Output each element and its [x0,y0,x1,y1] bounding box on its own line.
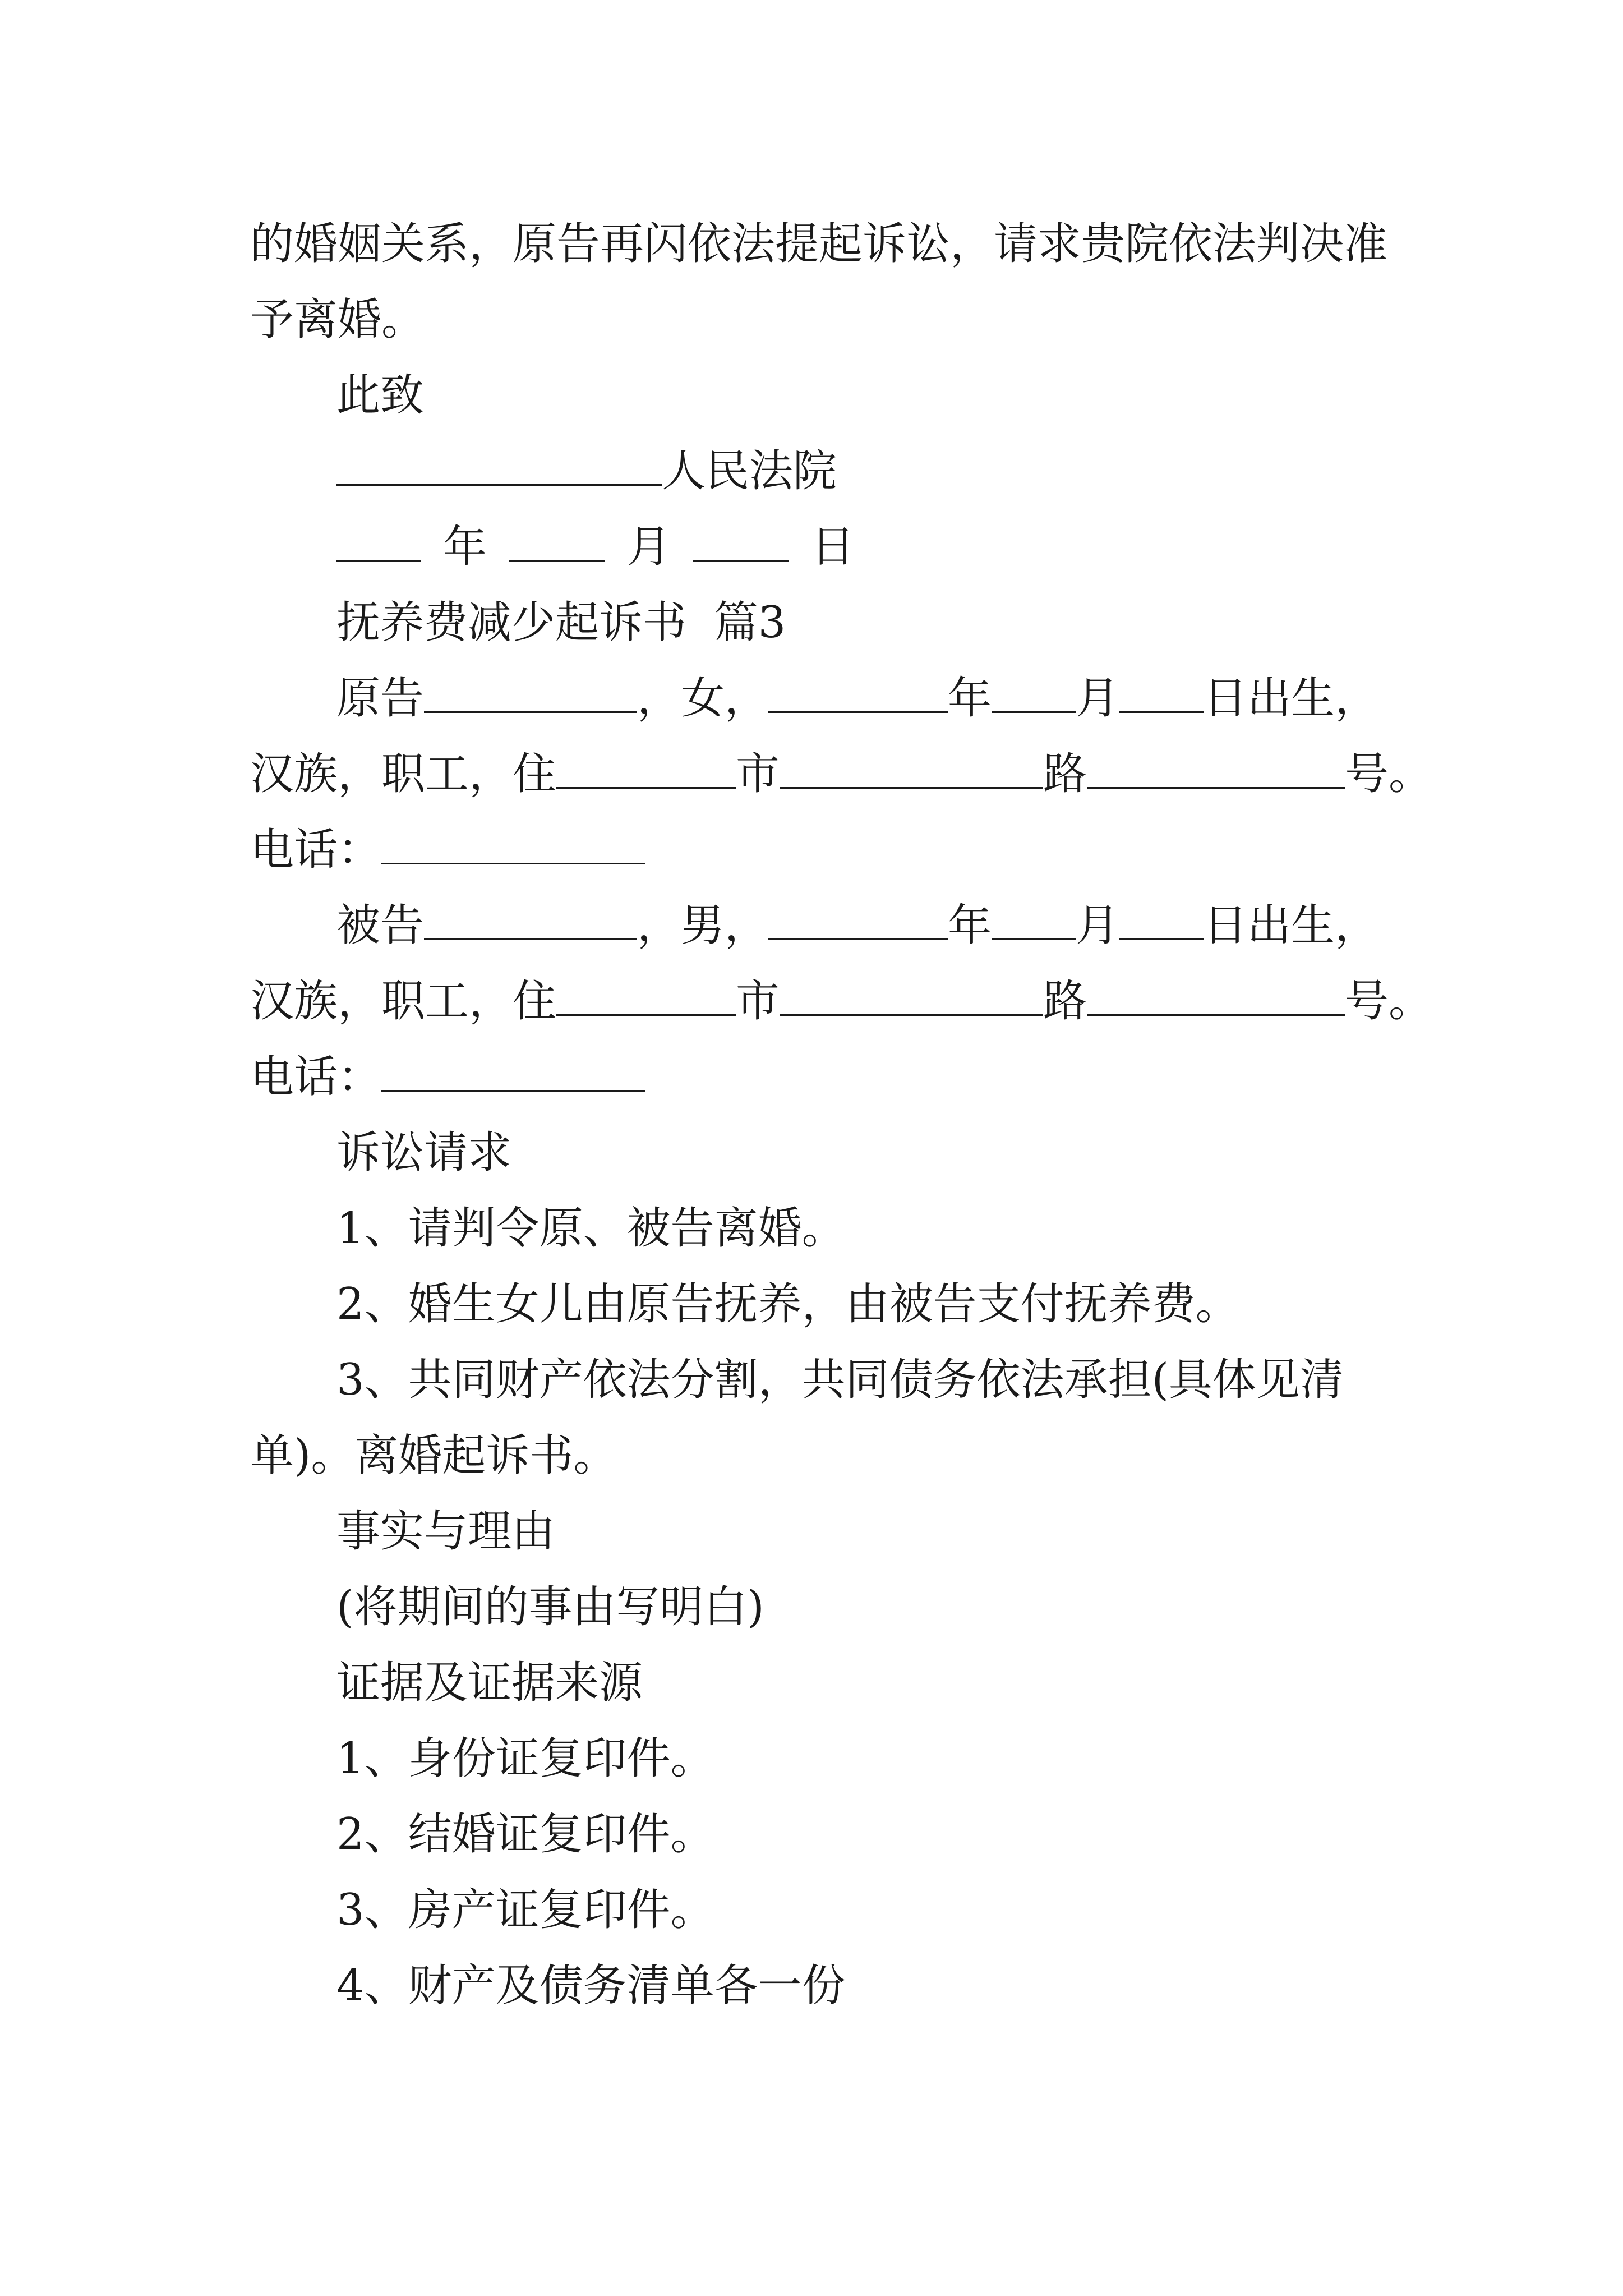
plaintiff-month-blank [992,674,1076,713]
month-label: 月 [1076,900,1120,951]
ethnicity-text: 汉族，职工，住 [250,976,557,1027]
defendant-month-blank [992,901,1076,940]
phone-label: 电话： [250,1052,382,1102]
claim-item: 2、婚生女儿由原告抚养，由被告支付抚养费。 [336,1279,1239,1329]
facts-heading: 事实与理由 [336,1506,556,1557]
court-name-blank [336,447,662,486]
road-label: 路 [1043,976,1087,1027]
section-title: 抚养费减少起诉书 篇3 [336,597,786,648]
birth-label: 日出生， [1204,900,1379,951]
defendant-label: 被告 [336,900,425,951]
defendant-line [336,898,1378,954]
defendant-phone-line [250,1049,645,1105]
city-blank [556,977,736,1016]
defendant-address-line [250,973,1432,1029]
defendant-name-blank [424,901,637,940]
claim-item: 1、请判令原、被告离婚。 [336,1203,846,1254]
number-label: 号。 [1345,749,1433,799]
plaintiff-day-blank [1119,674,1204,713]
evidence-heading: 证据及证据来源 [336,1658,643,1708]
month-blank [509,523,605,562]
salutation: 此致 [336,370,425,421]
defendant-gender: ，男， [637,900,769,951]
court-line [336,443,837,499]
court-suffix: 人民法院 [662,446,837,496]
year-blank [336,523,421,562]
city-label: 市 [736,749,780,799]
birth-label: 日出生， [1204,673,1379,724]
city-label: 市 [736,976,780,1027]
year-label: 年 [443,522,487,572]
body-text-line: 予离婚。 [250,295,426,345]
ethnicity-text: 汉族，职工，住 [250,749,557,799]
claim-item: 3、共同财产依法分割，共同债务依法承担(具体见清 [336,1355,1344,1405]
phone-blank [381,826,645,864]
plaintiff-label: 原告 [336,673,425,724]
plaintiff-year-blank [768,674,948,713]
plaintiff-phone-line [250,822,645,878]
year-label: 年 [948,900,992,951]
year-label: 年 [948,673,992,724]
road-label: 路 [1043,749,1087,799]
claim-item-continuation: 单)。离婚起诉书。 [250,1430,617,1481]
defendant-year-blank [768,901,948,940]
city-blank [556,750,736,789]
facts-note: (将期间的事由写明白) [336,1582,764,1632]
day-label: 日 [811,522,855,572]
plaintiff-line [336,670,1378,726]
phone-label: 电话： [250,825,382,875]
body-text-line: 的婚姻关系，原告再闪依法提起诉讼，请求贵院依法判决准 [250,219,1388,269]
road-blank [780,977,1043,1016]
road-blank [780,750,1043,789]
evidence-item: 1、身份证复印件。 [336,1733,714,1784]
evidence-item: 2、结婚证复印件。 [336,1809,714,1860]
evidence-item: 3、房产证复印件。 [336,1885,714,1935]
phone-blank [381,1053,645,1092]
number-label: 号。 [1345,976,1433,1027]
plaintiff-address-line [250,746,1432,802]
month-label: 月 [627,522,671,572]
date-line [336,519,855,575]
month-label: 月 [1076,673,1120,724]
number-blank [1087,977,1345,1016]
plaintiff-name-blank [424,674,637,713]
defendant-day-blank [1119,901,1204,940]
number-blank [1087,750,1345,789]
claims-heading: 诉讼请求 [336,1128,512,1178]
plaintiff-gender: ，女， [637,673,769,724]
day-blank [693,523,789,562]
evidence-item: 4、财产及债务清单各一份 [336,1961,846,2011]
